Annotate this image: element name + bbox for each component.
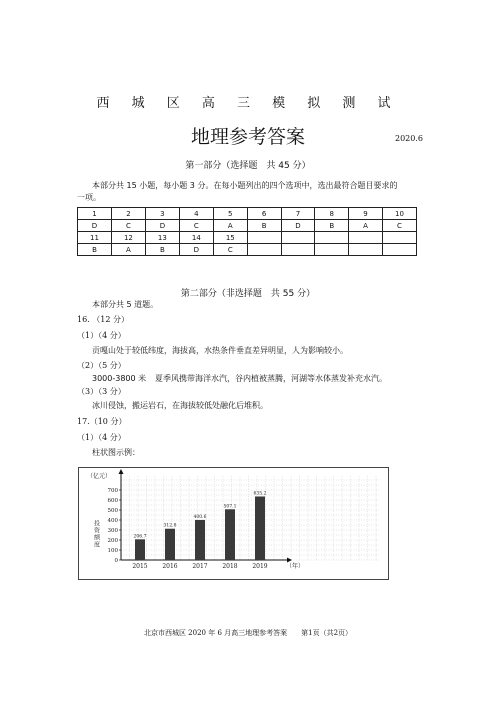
q17-s1-text: 柱状图示例：: [92, 448, 140, 457]
y-tick-label: 400: [107, 518, 118, 524]
y-tick-label: 300: [107, 528, 118, 534]
subject-title: 地理参考答案: [190, 126, 305, 148]
q16-s2-text-b: 夏季风携带海洋水汽，谷内植被蒸腾，河湖等水体蒸发补充水汽。: [155, 374, 387, 383]
answer-table-cell: [382, 244, 416, 256]
answer-table-cell: 5: [213, 208, 247, 220]
answer-table-row: [78, 208, 417, 220]
answer-table-cell: 2: [111, 208, 145, 220]
answer-table-cell: [281, 232, 315, 244]
q16-s3-label: （3）（3 分）: [77, 387, 126, 396]
part1-title: 第一部分（选择题 共 45 分）: [185, 161, 311, 171]
answer-table-row: [78, 244, 417, 256]
answer-table-cell: [247, 232, 281, 244]
x-axis-arrow: [287, 558, 292, 563]
part2-title: 第二部分（非选择题 共 55 分）: [180, 289, 316, 299]
y-unit-label: （亿元）: [87, 473, 112, 480]
x-tick-label: 2017: [192, 563, 208, 570]
y-axis-label: 投资额度: [92, 520, 100, 548]
part1-intro-line1: 本部分共 15 小题，每小题 3 分。在每小题列出的四个选项中，选出最符合题目要求的: [92, 181, 398, 190]
answer-table-cell: [315, 232, 349, 244]
answer-table-cell: [281, 244, 315, 256]
y-tick-label: 500: [107, 508, 118, 514]
answer-table: [77, 207, 417, 256]
answer-table-cell: [349, 244, 383, 256]
answer-table-cell: B: [315, 220, 349, 232]
y-tick-label: 700: [107, 488, 118, 494]
x-tick-label: 2019: [252, 563, 268, 570]
bar: [165, 529, 175, 560]
q16-s3-text: 冰川侵蚀，搬运岩石，在海拔较低处融化后堆积。: [92, 401, 268, 410]
answer-table-cell: 4: [179, 208, 213, 220]
answer-table-cell: 10: [382, 208, 416, 220]
answer-table-cell: C: [111, 220, 145, 232]
answer-table-cell: A: [111, 244, 145, 256]
exam-title: 西 城 区 高 三 模 拟 测 试: [96, 96, 400, 111]
bar-value-label: 400.6: [193, 514, 207, 520]
q17-label: 17.（10 分）: [77, 417, 127, 426]
answer-table-cell: [349, 232, 383, 244]
answer-table-cell: D: [145, 220, 179, 232]
answer-table-cell: A: [349, 220, 383, 232]
answer-table-cell: 14: [179, 232, 213, 244]
answer-table-row: [78, 220, 417, 232]
answer-table-cell: 15: [213, 232, 247, 244]
answer-table-cell: [247, 244, 281, 256]
x-unit-label: （年）: [286, 563, 305, 570]
date: 2020.6: [395, 134, 423, 143]
y-tick-label: 0: [114, 558, 118, 564]
answer-table-cell: 9: [349, 208, 383, 220]
answer-table-cell: 3: [145, 208, 179, 220]
answer-table-cell: C: [213, 244, 247, 256]
answer-table-cell: D: [179, 244, 213, 256]
answer-table-cell: [315, 244, 349, 256]
bar-value-label: 312.8: [163, 523, 177, 529]
answer-table-cell: B: [247, 220, 281, 232]
answer-table-cell: 1: [78, 208, 112, 220]
answer-table-cell: 13: [145, 232, 179, 244]
x-tick-label: 2018: [222, 563, 238, 570]
x-tick-label: 2015: [132, 563, 148, 570]
answer-table-cell: 8: [315, 208, 349, 220]
bar-chart-svg: [79, 468, 388, 579]
bar: [195, 520, 205, 560]
x-tick-label: 2016: [162, 563, 178, 570]
answer-table-cell: C: [179, 220, 213, 232]
answer-table-cell: 11: [78, 232, 112, 244]
bar: [225, 509, 235, 560]
y-axis-arrow: [119, 469, 124, 474]
y-tick-label: 200: [107, 538, 118, 544]
bar-chart: [78, 467, 389, 580]
y-tick-label: 100: [107, 548, 118, 554]
answer-table-cell: C: [382, 220, 416, 232]
bar: [135, 539, 145, 560]
q16-label: 16. （12 分）: [77, 315, 129, 324]
part1-intro-line2: 一项。: [77, 193, 101, 202]
answer-table-cell: D: [281, 220, 315, 232]
bar-value-label: 635.2: [253, 491, 267, 497]
q17-s1-label: （1）（4 分）: [77, 433, 126, 442]
answer-table-cell: 12: [111, 232, 145, 244]
answer-table-cell: A: [213, 220, 247, 232]
q16-s2-text-a: 3000-3800 米: [92, 374, 147, 383]
bar: [255, 496, 265, 560]
page-footer: 北京市西城区 2020 年 6 月高三地理参考答案 第1页（共2页）: [143, 629, 353, 637]
answer-table-cell: B: [145, 244, 179, 256]
answer-table-cell: [382, 232, 416, 244]
q16-s1-text: 贡嘎山处于较低纬度，海拔高，水热条件垂直差异明显，人为影响较小。: [92, 346, 348, 355]
y-tick-label: 600: [107, 498, 118, 504]
answer-table-cell: 6: [247, 208, 281, 220]
answer-table-cell: D: [78, 220, 112, 232]
q16-s2-label: （2）（5 分）: [77, 361, 126, 370]
part2-intro: 本部分共 5 道题。: [92, 300, 159, 309]
answer-table-cell: B: [78, 244, 112, 256]
answer-table-row: [78, 232, 417, 244]
answer-table-cell: 7: [281, 208, 315, 220]
bar-value-label: 507.1: [223, 504, 237, 510]
bar-value-label: 206.7: [133, 534, 147, 540]
q16-s1-label: （1）（4 分）: [77, 331, 126, 340]
